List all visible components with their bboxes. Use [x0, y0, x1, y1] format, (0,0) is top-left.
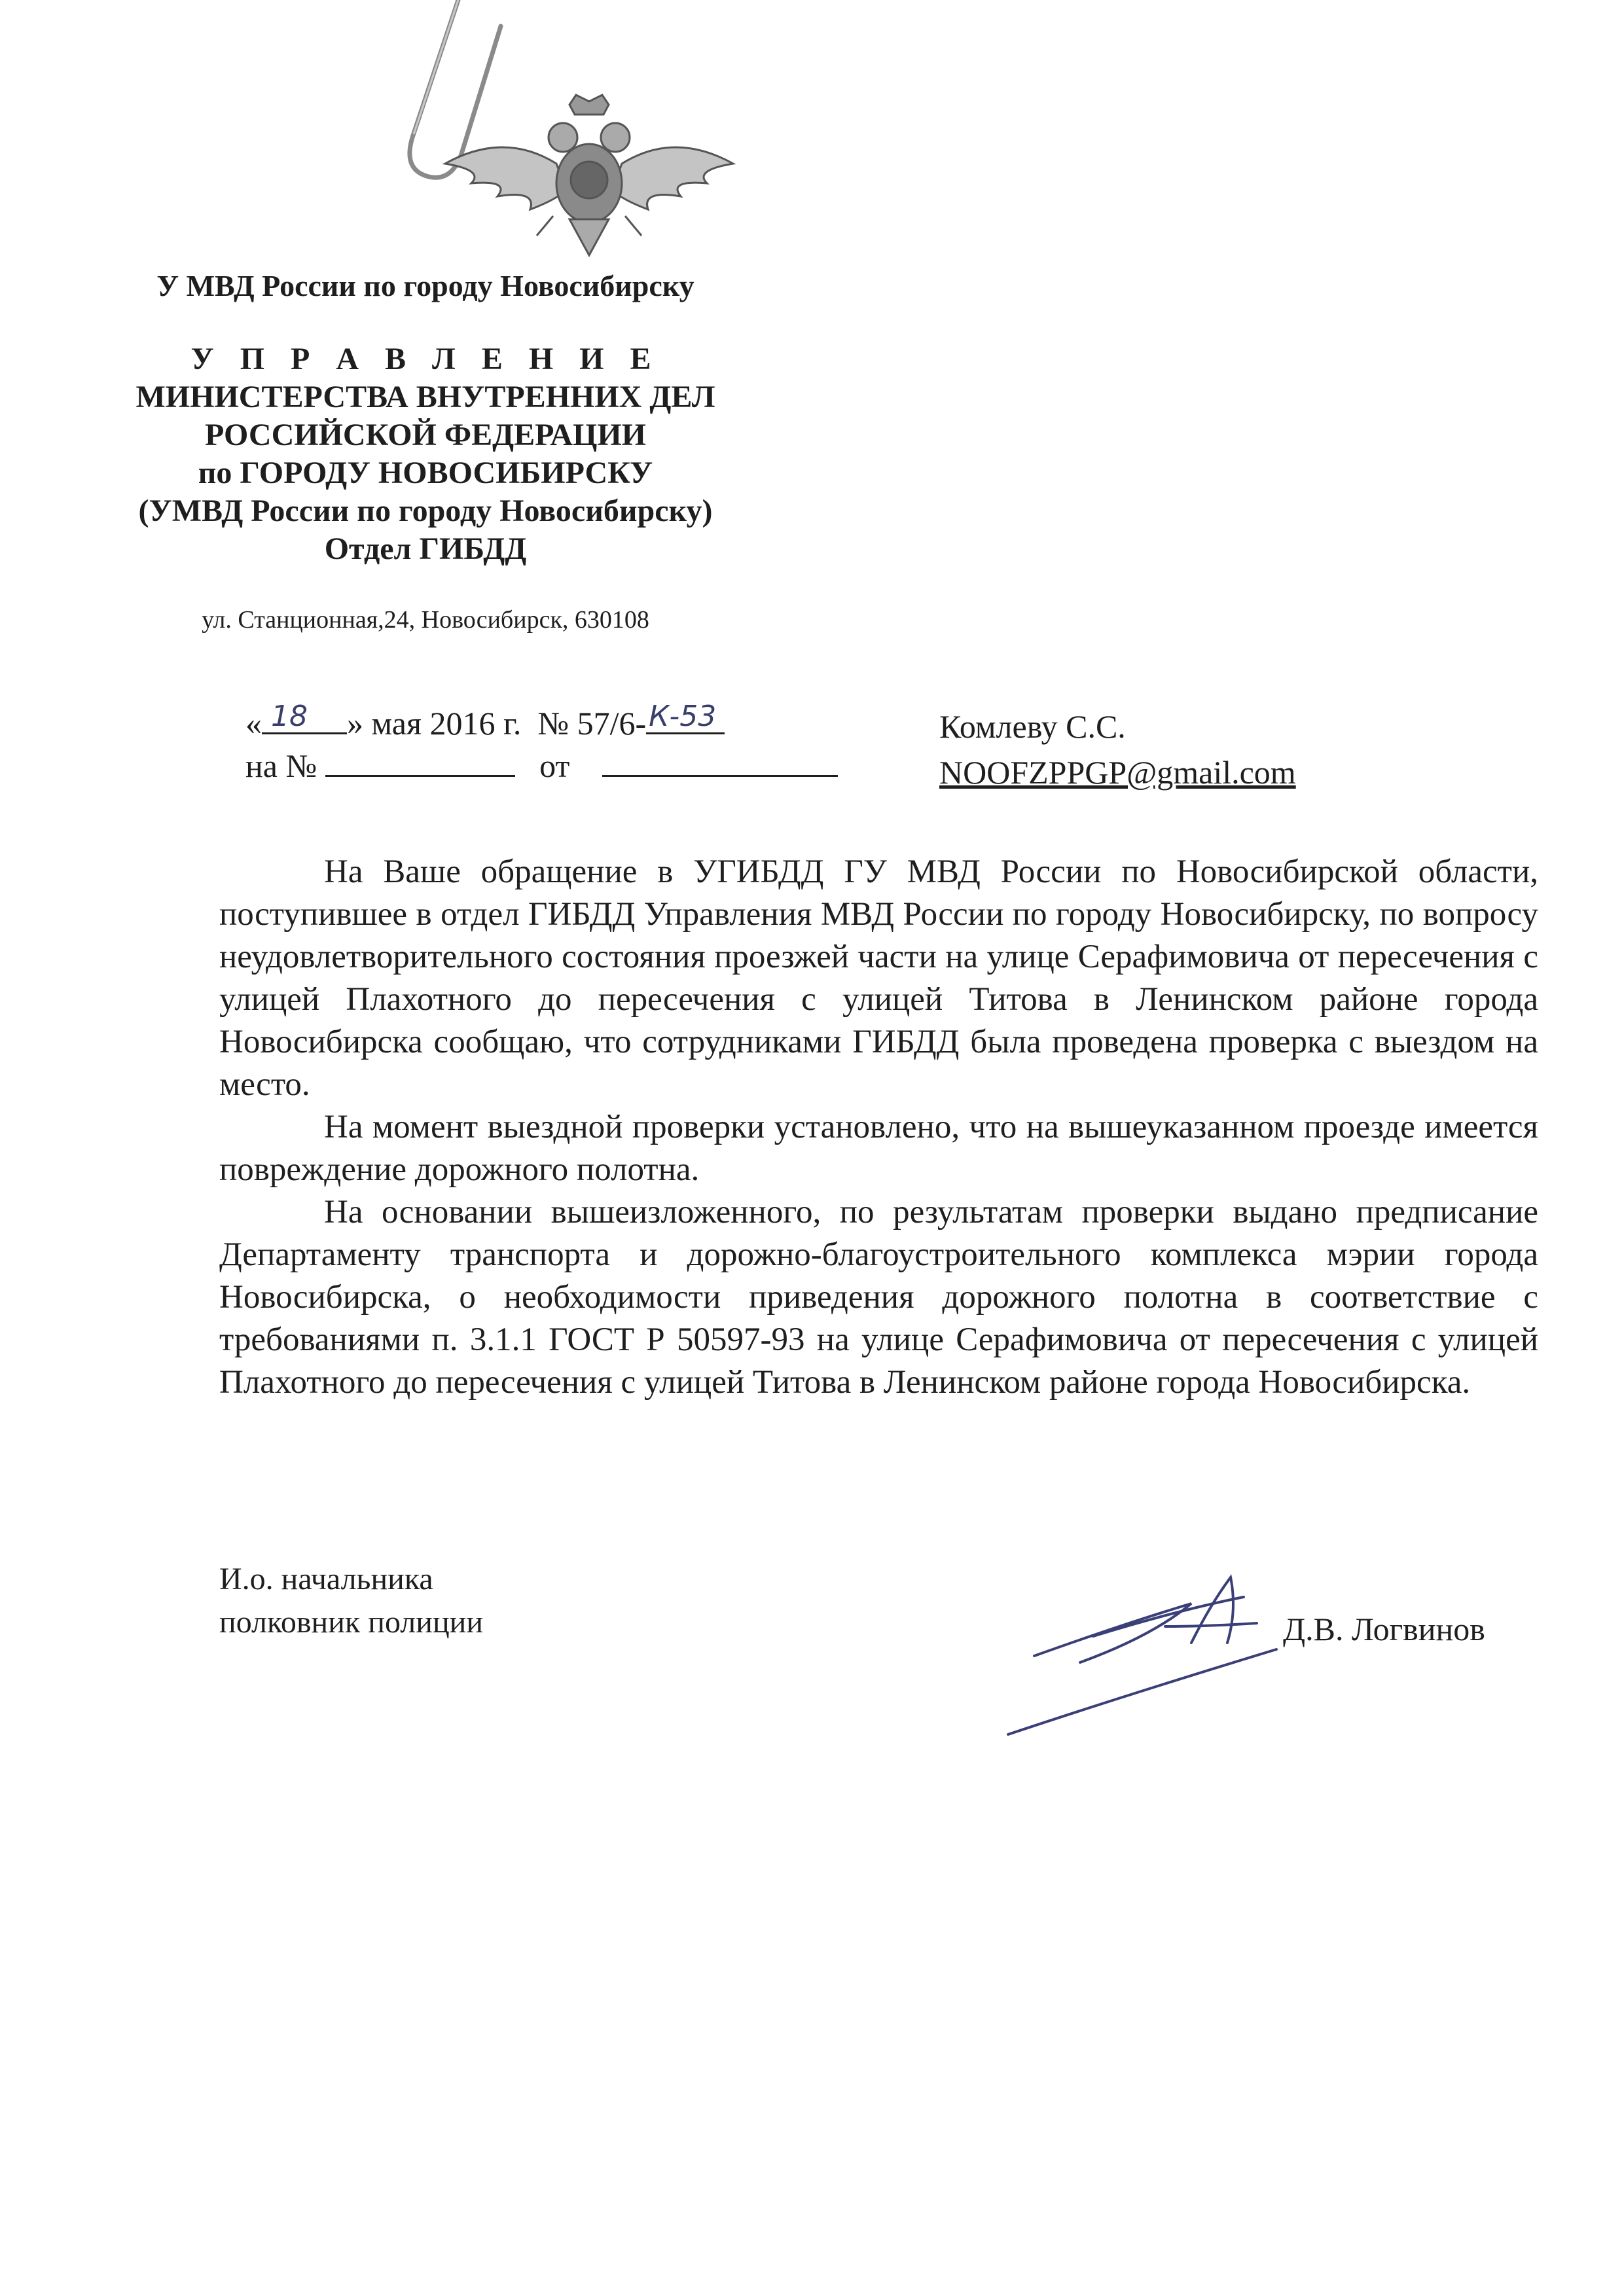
- org-line-1: У П Р А В Л Е Н И Е: [190, 342, 660, 376]
- recipient-name: Комлеву С.С.: [939, 708, 1126, 745]
- reference-line: [245, 746, 838, 785]
- signer-title-line-2: полковник полиции: [219, 1605, 484, 1640]
- close-quote: »: [347, 705, 363, 742]
- body-paragraph-2: На момент выездной проверки установлено, что на вышеуказанном проезде имеется повреждение дорожного полотна.: [219, 1109, 1538, 1188]
- signer-name: Д.В. Логвинов: [1283, 1611, 1485, 1647]
- reference-date-blank: [602, 746, 838, 777]
- date-number-line: [245, 700, 725, 742]
- day-blank: [262, 700, 347, 734]
- body-paragraph-1: На Ваше обращение в УГИБДД ГУ МВД России по Новосибирской области, поступившее в отдел ГИБДД Управления МВД России по городу Новосибирску, по вопросу неудовлетворительного состояния проезжей части на улице Серафимовича от пересечения с улицей Плахотного до пересечения с улицей Титова в Ленинском районе города Новосибирска сообщаю, что сотрудниками ГИБДД была проведена проверка с выездом на место.: [219, 853, 1538, 1103]
- letter-body: [219, 851, 1538, 1404]
- reference-number-blank: [325, 746, 515, 777]
- recipient-email: NOOFZPPGP@gmail.com: [939, 754, 1296, 791]
- organization-address: ул. Станционная,24, Новосибирск, 630108: [202, 606, 649, 634]
- handwritten-signature-icon: [995, 1564, 1335, 1761]
- body-paragraph-3: На основании вышеизложенного, по результатам проверки выдано предписание Департаменту транспорта и дорожно-благоустроительного комплекса мэрии города Новосибирска, о необходимости приведения дорожного полотна в соответствие с требованиями п. 3.1.1 ГОСТ Р 50597-93 на улице Серафимовича от пересечения с улицей Плахотного до пересечения с улицей Титова в Ленинском районе города Новосибирска.: [219, 1194, 1538, 1401]
- reference-prefix: на №: [245, 747, 317, 784]
- signer-title: [219, 1558, 483, 1644]
- organization-short-name: У МВД России по городу Новосибирску: [156, 269, 695, 302]
- number-handwritten: К-53: [649, 700, 717, 733]
- org-line-6: Отдел ГИБДД: [324, 531, 527, 566]
- open-quote: «: [245, 705, 262, 742]
- recipient-block: [939, 704, 1296, 795]
- number-blank: [646, 700, 725, 734]
- signer-title-line-1: И.о. начальника: [219, 1562, 433, 1596]
- month-year: мая 2016 г.: [371, 705, 522, 742]
- outgoing-number: № 57/6-: [537, 705, 647, 742]
- double-headed-eagle-emblem-icon: [432, 92, 746, 262]
- organization-header: [0, 340, 851, 568]
- org-line-3: РОССИЙСКОЙ ФЕДЕРАЦИИ: [204, 418, 647, 452]
- org-line-4: по ГОРОДУ НОВОСИБИРСКУ: [198, 456, 653, 490]
- reference-from: от: [539, 747, 570, 784]
- day-handwritten: 18: [271, 700, 308, 733]
- org-line-2: МИНИСТЕРСТВА ВНУТРЕННИХ ДЕЛ: [135, 380, 715, 414]
- org-line-5: (УМВД России по городу Новосибирску): [138, 493, 713, 528]
